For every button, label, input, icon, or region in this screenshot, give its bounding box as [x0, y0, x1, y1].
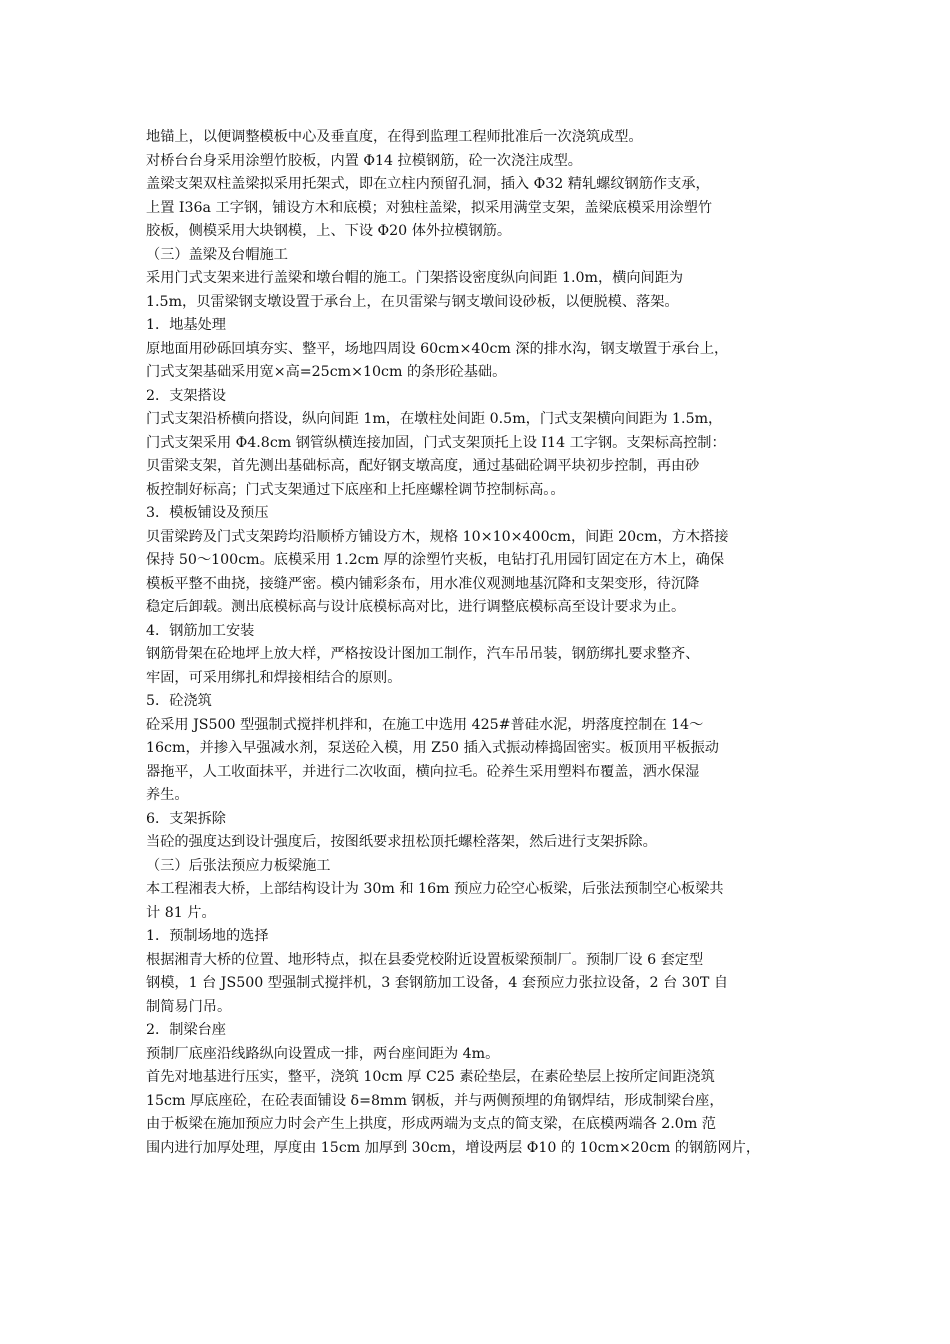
text-line: 原地面用砂砾回填夯实、整平，场地四周设 60cm×40cm 深的排水沟，钢支墩置于承台上，: [146, 340, 729, 357]
text-line: 1．地基处理: [146, 317, 226, 333]
text-line: 由于板梁在施加预应力时会产生上拱度，形成两端为支点的简支梁，在底模两端各 2.0m 范: [146, 1116, 716, 1132]
text-line: 钢模，1 台 JS500 型强制式搅拌机，3 套钢筋加工设备，4 套预应力张拉设备，2 台 30T 自: [146, 975, 729, 991]
text-line: 4．钢筋加工安装: [146, 622, 255, 639]
text-line: 稳定后卸载。测出底模标高与设计底模标高对比，进行调整底模标高至设计要求为止。: [146, 599, 686, 615]
text-line: 养生。: [146, 787, 189, 803]
text-line: 地锚上，以便调整模板中心及垂直度，在得到监理工程师批准后一次浇筑成型。: [146, 129, 643, 145]
text-line: 器拖平，人工收面抹平，并进行二次收面，横向拉毛。砼养生采用塑料布覆盖，洒水保湿: [146, 763, 700, 780]
text-line: 2．支架搭设: [146, 387, 226, 404]
text-line: （三）后张法预应力板梁施工: [146, 857, 331, 874]
text-line: 贝雷梁跨及门式支架跨均沿顺桥方铺设方木，规格 10×10×400cm，间距 20cm，方木搭接: [146, 528, 729, 545]
text-line: 对桥台台身采用涂塑竹胶板，内置 Φ14 拉模钢筋，砼一次浇注成型。: [146, 152, 582, 169]
text-line: 本工程湘表大桥，上部结构设计为 30m 和 16m 预应力砼空心板梁，后张法预制空心板梁共: [146, 881, 724, 897]
text-line: 牢固，可采用绑扎和焊接相结合的原则。: [146, 669, 402, 686]
text-line: 胶板，侧模采用大块钢模，上、下设 Φ20 体外拉模钢筋。: [146, 223, 512, 239]
text-line: 预制厂底座沿线路纵向设置成一排，两台座间距为 4m。: [146, 1045, 500, 1062]
text-line: 制简易门吊。: [146, 998, 232, 1015]
text-line: 1．预制场地的选择: [146, 928, 269, 944]
document-body: [146, 126, 811, 1160]
text-line: 盖梁支架双柱盖梁拟采用托架式，即在立柱内预留孔洞，插入 Φ32 精轧螺纹钢筋作支承，: [146, 176, 710, 192]
text-line: 计 81 片。: [146, 904, 216, 921]
text-line: 当砼的强度达到设计强度后，按图纸要求扭松顶托螺栓落架，然后进行支架拆除。: [146, 834, 657, 850]
text-line: 上置 I36a 工字钢，铺设方木和底模；对独柱盖梁，拟采用满堂支架，盖梁底模采用涂塑竹: [146, 199, 713, 216]
text-line: 贝雷梁支架，首先测出基础标高，配好钢支墩高度，通过基础砼调平块初步控制，再由砂: [146, 458, 700, 474]
text-line: 门式支架采用 Φ4.8cm 钢管纵横连接加固，门式支架顶托上设 I14 工字钢。支架标高控制：: [146, 434, 726, 451]
text-line: 6．支架拆除: [146, 810, 226, 827]
text-line: 门式支架基础采用宽×高=25cm×10cm 的条形砼基础。: [146, 364, 507, 380]
text-line: （三）盖梁及台帽施工: [146, 246, 288, 263]
text-line: 15cm 厚底座砼，在砼表面铺设 δ=8mm 钢板，并与两侧预埋的角钢焊结，形成制梁台座，: [146, 1092, 724, 1109]
text-line: 围内进行加厚处理，厚度由 15cm 加厚到 30cm，增设两层 Φ10 的 10cm×20cm 的钢筋网片，: [146, 1139, 761, 1156]
text-line: 3．模板铺设及预压: [146, 505, 269, 521]
text-line: 采用门式支架来进行盖梁和墩台帽的施工。门架搭设密度纵向间距 1.0m，横向间距为: [146, 270, 684, 286]
text-line: 根据湘青大桥的位置、地形特点，拟在县委党校附近设置板梁预制厂。预制厂设 6 套定型: [146, 951, 704, 968]
text-line: 2．制梁台座: [146, 1022, 226, 1038]
text-line: 16cm，并掺入早强减水剂，泵送砼入模，用 Z50 插入式振动棒捣固密实。板顶用平板振动: [146, 740, 719, 756]
text-line: 门式支架沿桥横向搭设，纵向间距 1m，在墩柱处间距 0.5m，门式支架横向间距为 1.5m，: [146, 411, 723, 427]
text-line: 板控制好标高；门式支架通过下底座和上托座螺栓调节控制标高。。: [146, 481, 565, 498]
text-line: 模板平整不曲挠，接缝严密。模内铺彩条布，用水准仪观测地基沉降和支架变形，待沉降: [146, 575, 700, 592]
text-line: 5．砼浇筑: [146, 693, 212, 709]
text-line: 保持 50～100cm。底模采用 1.2cm 厚的涂塑竹夹板，电钻打孔用园钉固定在方木上，确保: [146, 552, 725, 568]
text-line: 首先对地基进行压实，整平，浇筑 10cm 厚 C25 素砼垫层，在素砼垫层上按所定间距浇筑: [146, 1069, 715, 1085]
text-line: 钢筋骨架在砼地坪上放大样，严格按设计图加工制作，汽车吊吊装，钢筋绑扎要求整齐、: [146, 646, 700, 662]
text-line: 砼采用 JS500 型强制式搅拌机拌和，在施工中选用 425#普硅水泥，坍落度控制在 14～: [146, 716, 704, 733]
text-line: 1.5m，贝雷梁钢支墩设置于承台上，在贝雷梁与钢支墩间设砂板，以便脱模、落架。: [146, 293, 679, 310]
